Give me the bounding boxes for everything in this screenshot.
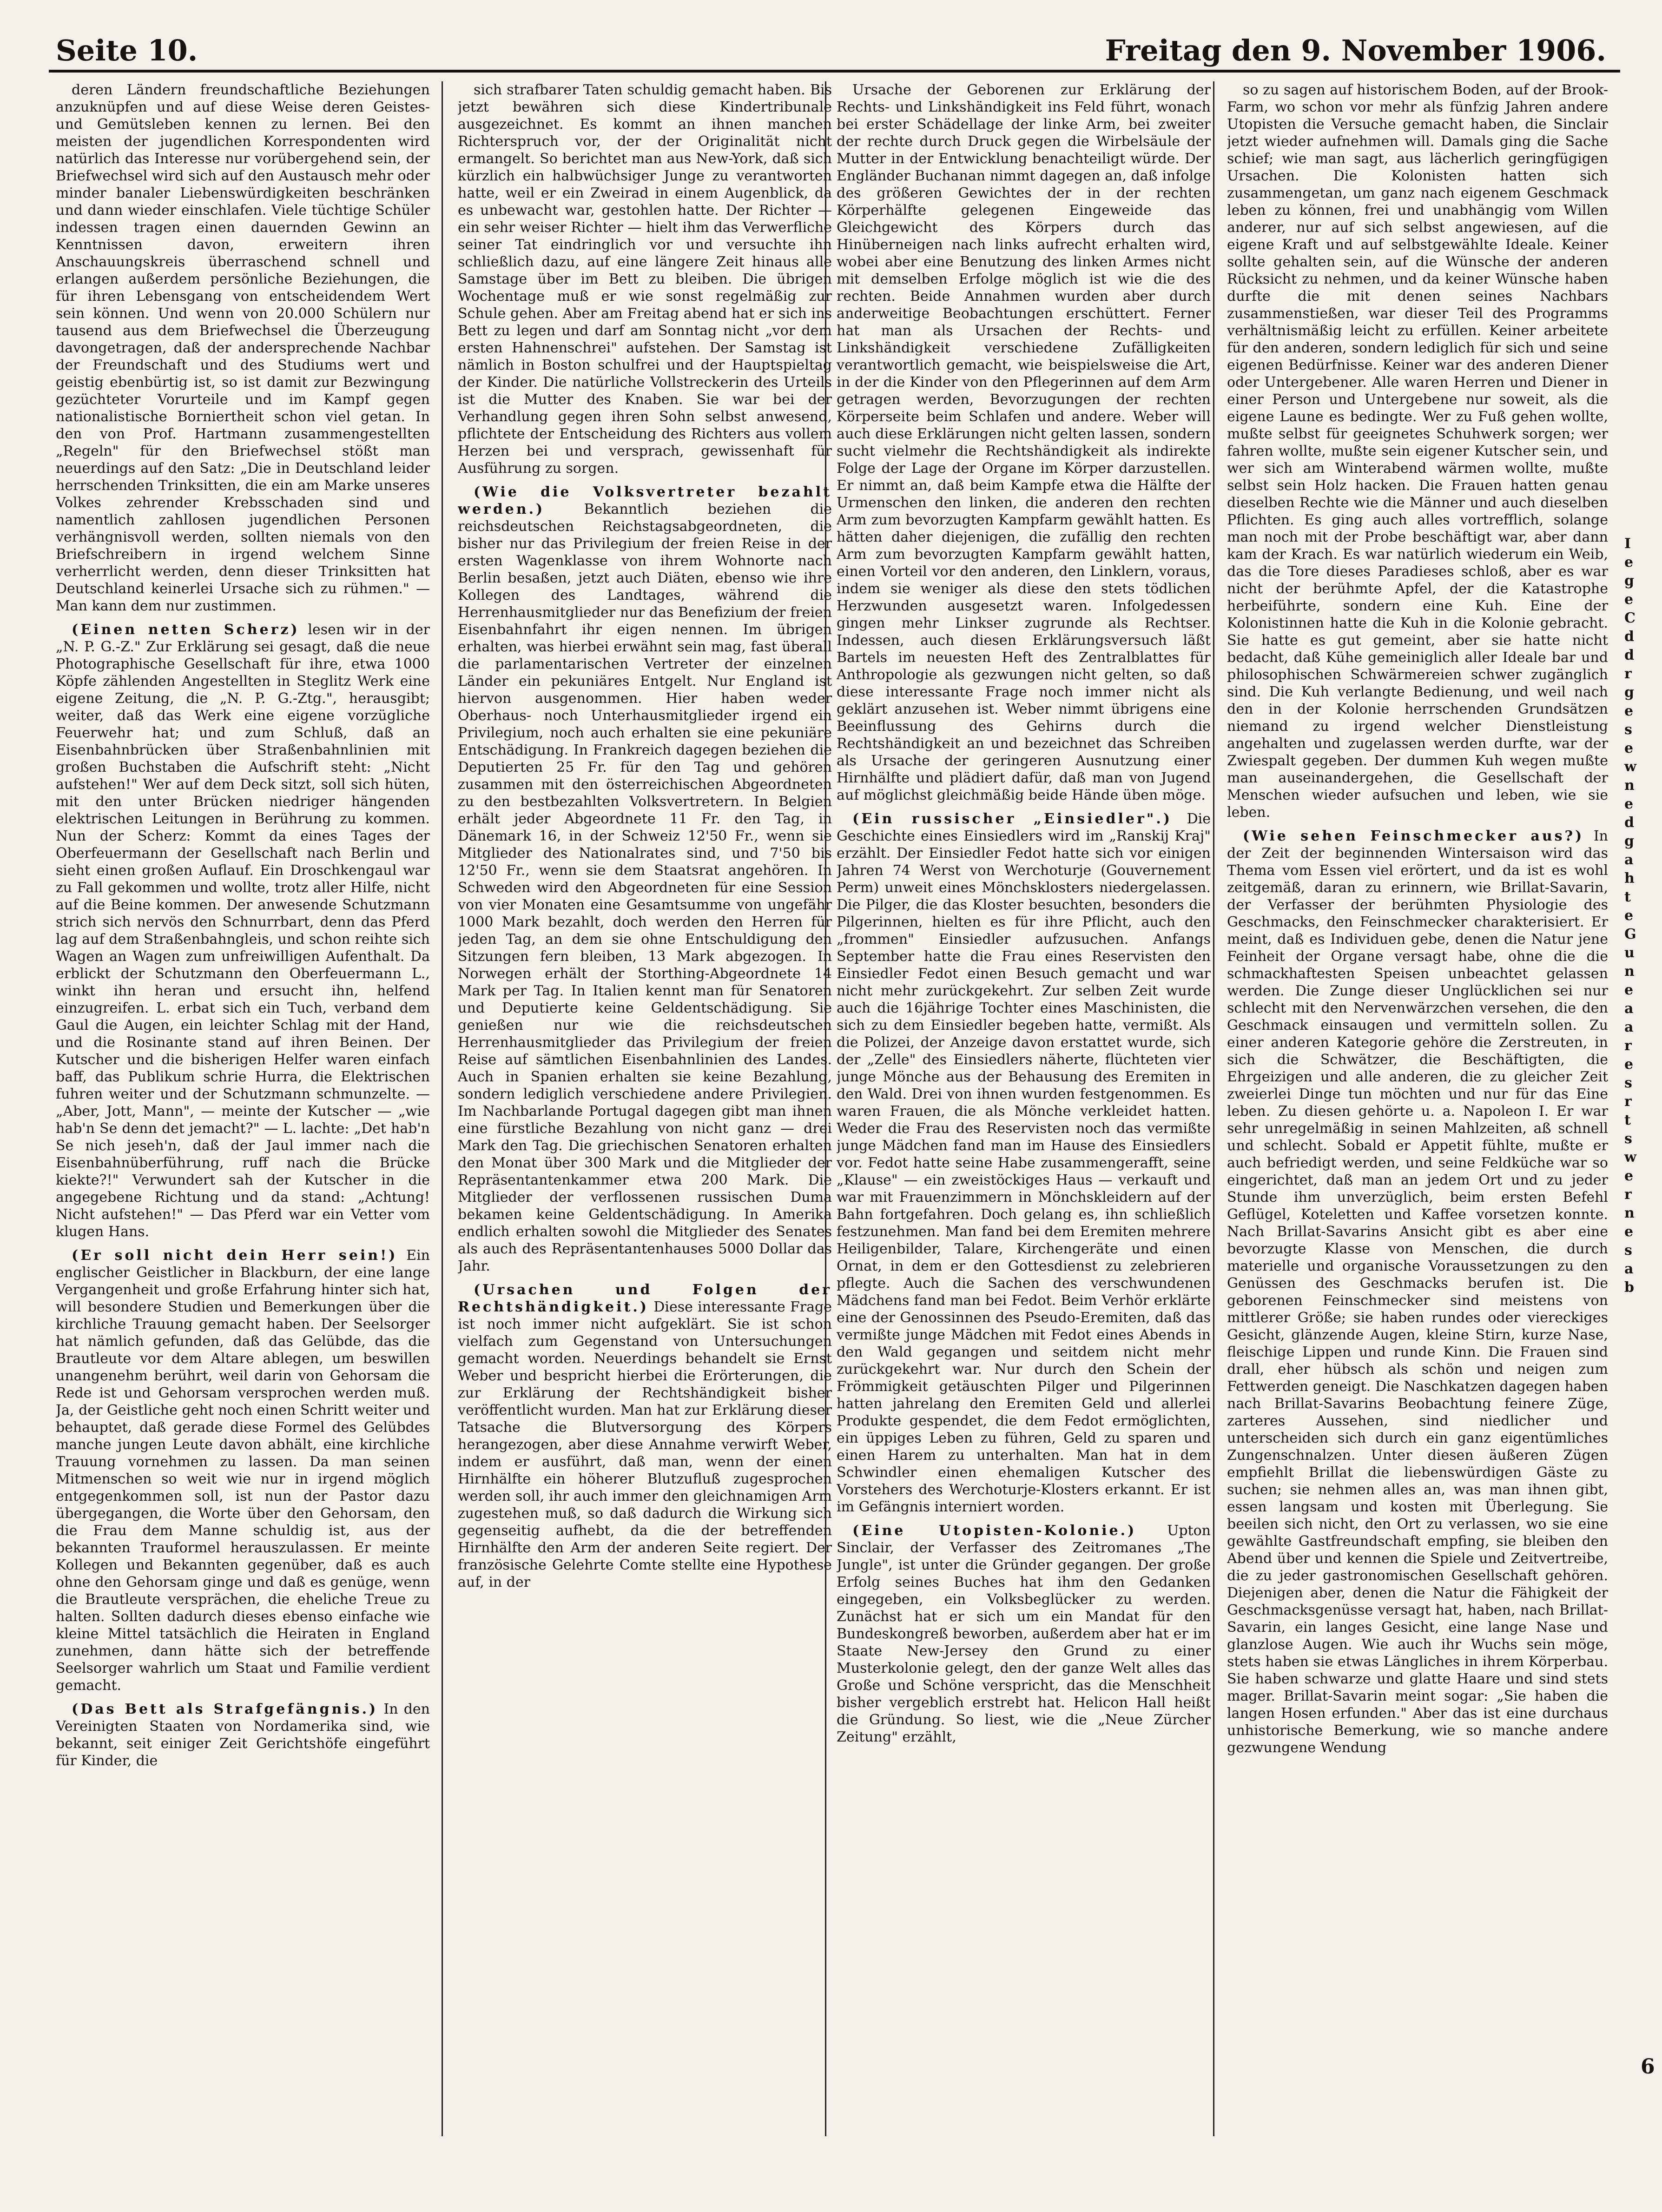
edge-letter: e xyxy=(1624,703,1634,719)
column-4 xyxy=(1227,81,1608,2136)
edge-letter: g xyxy=(1624,833,1634,849)
edge-letter: n xyxy=(1624,1205,1635,1221)
article-paragraph xyxy=(837,81,1211,804)
article-paragraph xyxy=(458,483,832,1275)
article-heading: (Das Bett als Strafgefängnis.) xyxy=(72,1701,378,1717)
article-text: lesen wir in der „N. P. G.-Z." Zur Erklärung sei gesagt, daß die neue Photographische Gesellschaft für ihre, etwa 1000 Köpfe zählenden Angestellten in Steglitz Werk eine eigene Zeitung, die „N. P. G.-Ztg.", herausgibt; weiter, daß das Werk eine eigene vorzügliche Feuerwehr hat; und zum Schluß, daß an Eisenbahnbrücken über Straßenbahnlinien mit großen Buchstaben die Aufschrift steht: „Nicht aufstehen!" Wer auf dem Deck sitzt, soll sich hüten, mit den unter Brücken niedriger hängenden elektrischen Leitungen in Berührung zu kommen. Nun der Scherz: Kommt da eines Tages der Oberfeuermann der Gesellschaft nach Berlin und sieht einen großen Auflauf. Ein Droschkengaul war zu Fall gekommen und wollte, trotz aller Hilfe, nicht auf die Beine kommen. Der anwesende Schutzmann strich sich nervös den Schnurrbart, denn das Pferd lag auf dem Straßenbahngleis, und schon reihte sich Wagen an Wagen zum unfreiwilligen Aufenthalt. Da erblickt der Schutzmann den Oberfeuermann L., winkt ihn heran und ersucht ihn, helfend einzugreifen. L. erbat sich ein Tuch, verband dem Gaul die Augen, ein leichter Schlag mit der Hand, und die Rosinante stand auf ihren Beinen. Der Kutscher und die bisherigen Helfer waren einfach baff, das Publikum schrie Hurra, die Elektrischen fuhren weiter und der Schutzmann schmunzelte. — „Aber, Jott, Mann", — meinte der Kutscher — „wie hab'n Se denn det jemacht?" — L. lachte: „Det hab'n Se nich jeseh'n, daß der Jaul immer nach die Eisenbahnüberführung, ruff nach die Brücke kiekte?!" Verwundert sah der Kutscher in die angegebene Richtung und da stand: „Achtung! Nicht aufstehen!" — Das Pferd war ein Vetter vom klugen Hans. xyxy=(56,622,430,1240)
article-heading: (Eine Utopisten-Kolonie.) xyxy=(852,1523,1137,1539)
edge-letter: d xyxy=(1624,629,1634,645)
edge-letter: s xyxy=(1624,1242,1632,1258)
article-paragraph xyxy=(837,810,1211,1516)
article-paragraph xyxy=(1227,81,1608,821)
edge-letter: s xyxy=(1624,1075,1632,1091)
edge-letter: e xyxy=(1624,1056,1634,1073)
edge-letter: e xyxy=(1624,982,1634,998)
edge-letter: n xyxy=(1624,777,1635,794)
article-heading: (Einen netten Scherz) xyxy=(72,622,300,638)
edge-letter: w xyxy=(1624,1149,1636,1166)
edge-letter: C xyxy=(1624,610,1636,626)
article-text: In der Zeit der beginnenden Wintersaison wird das Thema vom Essen viel erörtert, und da ist es wohl zeitgemäß, daran zu erinnern, wie Brillat-Savarin, der Verfasser der berühmten Physiologie des Geschmacks, den Feinschmecker charakterisiert. Er meint, daß es Individuen gebe, denen die Natur jene Feinheit der Organe versagt habe, ohne die die schmackhaftesten Speisen unbeachtet gelassen werden. Die Zunge dieser Unglücklichen sei nur schlecht mit den Nervenwärzchen versehen, die den Geschmack einsaugen und vermitteln sollen. Zu einer anderen Kategorie gehöre die Zerstreuten, in sich die Schwätzer, die Beschäftigten, die Ehrgeizigen und alle anderen, die zu gleicher Zeit zweierlei Dinge tun möchten und nur für das Eine leben. Zu diesen gehörte u. a. Napoleon I. Er war sehr unregelmäßig in seinen Mahlzeiten, aß schnell und schlecht. Sobald er Appetit fühlte, mußte er auch befriedigt werden, und seine Feldküche war so eingerichtet, daß man an jedem Ort und zu jeder Stunde ihm unverzüglich, beim ersten Befehl Geflügel, Koteletten und Kaffee vorsetzen konnte. Nach Brillat-Savarins Ansicht gibt es aber eine bevorzugte Klasse von Menschen, die durch materielle und organische Voraussetzungen zu den Genüssen des Geschmacks berufen ist. Die geborenen Feinschmecker sind meistens von mittlerer Größe; sie haben rundes oder viereckiges Gesicht, glänzende Augen, kleine Stirn, kurze Nase, fleischige Lippen und runde Kinn. Die Frauen sind drall, eher hübsch als schön und neigen zum Fettwerden geneigt. Die Naschkatzen dagegen haben nach Brillat-Savarins Beobachtung feinere Züge, zarteres Aussehen, sind niedlicher und unterscheiden sich durch ein ganz eigentümliches Zungenschnalzen. Unter diesen äußeren Zügen empfiehlt Brillat die liebenswürdigen Gäste zu suchen; sie nehmen alles an, was man ihnen gibt, essen langsam und kosten mit Überlegung. Sie beeilen sich nicht, den Ort zu verlassen, wo sie eine gewählte Gastfreundschaft empfing, sie bleiben den Abend über und kennen die Spiele und Zeitvertreibe, die zu jeder gastronomischen Gesellschaft gehören. Diejenigen aber, denen die Natur die Fähigkeit der Geschmacksgenüsse versagt hat, haben, nach Brillat-Savarin, ein langes Gesicht, eine lange Nase und glanzlose Augen. Wie auch ihr Wuchs sein möge, stets haben sie etwas Längliches in ihrem Körperbau. Sie haben schwarze und glatte Haare und sind stets mager. Brillat-Savarin meint sogar: „Sie haben die langen Hosen erfunden." Aber das ist eine durchaus unhistorische Bemerkung, wie so manche andere gezwungene Wendung xyxy=(1227,828,1608,1756)
edge-letter: n xyxy=(1624,963,1635,980)
edge-letter: e xyxy=(1624,796,1634,812)
article-paragraph xyxy=(837,1522,1211,1746)
article-paragraph xyxy=(1227,828,1608,1756)
article-text: Bekanntlich beziehen die reichsdeutschen Reichstagsabgeordneten, die bisher nur das Privilegium der freien Reise in der ersten Wagenklasse von ihrem Wohnorte nach Berlin besaßen, jetzt auch Diäten, ebenso wie ihre Kollegen des Landtages, während die Herrenhausmitglieder nur das Benefizium der freien Eisenbahnfahrt ihr eigen nennen. Im übrigen erhalten, was hierbei erwähnt sein mag, fast überall die parlamentarischen Vertreter der einzelnen Länder ein pekuniäres Entgelt. Nur England ist hiervon ausgenommen. Hier haben weder Oberhaus- noch Unterhausmitglieder irgend ein Privilegium, noch auch erhalten sie eine pekuniäre Entschädigung. In Frankreich dagegen beziehen die Deputierten 25 Fr. für den Tag und gehören zusammen mit den österreichischen Abgeordneten zu den bestbezahlten Volksvertretern. In Belgien erhält jeder Abgeordnete 11 Fr. den Tag, in Dänemark 16, in der Schweiz 12'50 Fr., wenn sie Mitglieder des Nationalrates sind, und 7'50 bis 12'50 Fr., wenn sie dem Staatsrat angehören. In Schweden wird den Abgeordneten für eine Session von vier Monaten eine Gesamtsumme von ungefähr 1000 Mark bezahlt, doch werden den Herren für jeden Tag, an dem sie ohne Entschuldigung den Sitzungen fern bleiben, 13 Mark abgezogen. In Norwegen erhält der Storthing-Abgeordnete 14 Mark per Tag. In Italien kennt man für Senatoren und Deputierte keine Geldentschädigung. Sie genießen nur wie die reichsdeutschen Herrenhausmitglieder das Privilegium der freien Reise auf sämtlichen Eisenbahnlinien des Landes. Auch in Spanien erhalten sie keine Bezahlung, sondern lediglich verschiedene andere Privilegien. Im Nachbarlande Portugal dagegen gibt man ihnen eine fürstliche Bezahlung von nicht ganz — drei Mark den Tag. Die griechischen Senatoren erhalten den Monat über 300 Mark und die Mitglieder der Repräsentantenkammer etwa 200 Mark. Die Mitglieder der verflossenen russischen Duma bekamen keine Geldentschädigung. In Amerika endlich erhalten sowohl die Mitglieder des Senates als auch des Repräsentantenhauses 5000 Dollar das Jahr. xyxy=(458,501,832,1274)
edge-letter: b xyxy=(1624,1279,1634,1296)
edge-letter: g xyxy=(1624,684,1634,701)
article-heading: (Ein russischer „Einsiedler".) xyxy=(852,811,1173,827)
edge-letter: e xyxy=(1624,740,1634,756)
edge-letter: s xyxy=(1624,1131,1632,1147)
edge-letter: d xyxy=(1624,647,1634,663)
edge-letter: r xyxy=(1624,1093,1632,1110)
header-rule xyxy=(49,70,1620,73)
column-3 xyxy=(837,81,1211,2136)
edge-letter: a xyxy=(1624,1000,1634,1017)
article-heading: (Er soll nicht dein Herr sein!) xyxy=(72,1247,398,1264)
article-text: sich strafbarer Taten schuldig gemacht haben. Bis jetzt bewähren sich diese Kindertribunale ausgezeichnet. Es kommt an ihnen manchen Richterspruch vor, der der Originalität nicht ermangelt. So berichtet man aus New-York, daß sich kürzlich ein halbwüchsiger Junge zu verantworten hatte, weil er ein Zweirad in einem Augenblick, da es unbewacht war, gestohlen hatte. Der Richter — ein sehr weiser Richter — hielt ihm das Verwerfliche seiner Tat eindringlich vor und versuchte ihn schließlich dazu, auf eine längere Zeit hinaus alle Samstage über im Bett zu bleiben. Die übrigen Wochentage muß er wie sonst regelmäßig zur Schule gehen. Aber am Freitag abend hat er sich ins Bett zu legen und darf am Sonntag nicht „vor dem ersten Hahnenschrei" aufstehen. Der Samstag ist nämlich in Boston schulfrei und der Hauptspieltag der Kinder. Die natürliche Vollstreckerin des Urteils ist die Mutter des Knaben. Sie war bei der Verhandlung gegen ihren Sohn selbst anwesend, pflichtete der Entscheidung des Richters aus vollem Herzen bei und versprach, gewissenhaft für Ausführung zu sorgen. xyxy=(458,82,832,477)
edge-letter: w xyxy=(1624,759,1636,775)
adjacent-page-edge xyxy=(1624,535,1652,1743)
edge-letter: s xyxy=(1624,722,1632,738)
edge-letter: r xyxy=(1624,1038,1632,1054)
article-text: Ursache der Geborenen zur Erklärung der Rechts- und Linkshändigkeit ins Feld führt, wonach bei erster Schädellage der linke Arm, bei zweiter der rechte durch Druck gegen die Wirbelsäule der Mutter in der Entwicklung benachteiligt würde. Der Engländer Buchanan nimmt dagegen an, daß infolge des größeren Gewichtes der in der rechten Körperhälfte gelegenen Eingeweide das Gleichgewicht des Körpers durch das Hinüberneigen nach links aufrecht erhalten wird, wobei aber eine Benutzung des linken Armes nicht mit demselben Erfolge möglich ist wie die des rechten. Beide Annahmen wurden aber durch anderweitige Beobachtungen erschüttert. Ferner hat man als Ursachen der Rechts- und Linkshändigkeit verschiedene Zufälligkeiten verantwortlich gemacht, wie beispielsweise die Art, in der die Kinder von den Pflegerinnen auf dem Arm getragen werden, Bevorzugungen der rechten Körperseite beim Schlafen und andere. Weber will auch diese Erklärungen nicht gelten lassen, sondern sucht vielmehr die Rechtshändigkeit als indirekte Folge der Lage der Organe im Körper darzustellen. Er nimmt an, daß beim Kampfe etwa die Hälfte der Urmenschen den linken, die anderen den rechten Arm zum bevorzugten Kampfarm gewählt hatten. Es hätten daher diejenigen, die zufällig den rechten Arm zum bevorzugten Kampfarm gewählt hatten, einen Vorteil vor den anderen, den Linklern, voraus, indem sie weniger als diese den stets tödlichen Herzwunden ausgesetzt waren. Infolgedessen gingen mehr Linkser zugrunde als Rechtser. Indessen, auch diesen Erklärungsversuch läßt Bartels im neuesten Heft des Zentralblattes für Anthropologie als gezwungen nicht gelten, so daß diese interessante Frage noch immer nicht als geklärt anzusehen ist. Weber nimmt übrigens eine Beeinflussung des Gehirns durch die Rechtshändigkeit an und bezeichnet das Schreiben als Ursache der geringeren Ausnutzung einer Hirnhälfte und plädiert dafür, daß man von Jugend auf möglichst gleichmäßig beide Hände üben möge. xyxy=(837,82,1211,803)
edge-letter: I xyxy=(1624,536,1631,552)
edge-letter: r xyxy=(1624,666,1632,682)
edge-letter: e xyxy=(1624,1224,1634,1240)
column-divider xyxy=(442,81,443,2136)
column-1 xyxy=(56,81,430,2136)
edge-letter: a xyxy=(1624,1019,1634,1035)
edge-letter: G xyxy=(1624,926,1636,942)
edge-letter: r xyxy=(1624,1186,1632,1203)
article-text: Die Geschichte eines Einsiedlers wird im „Ranskij Kraj" erzählt. Der Einsiedler Fedot hatte sich vor einigen Jahren 74 Werst von Werchoturje (Gouvernement Perm) unweit eines Mönchsklosters niedergelassen. Die Pilger, die das Kloster besuchten, besonders die Pilgerinnen, hielten es für ihre Pflicht, auch den „frommen" Einsiedler aufzusuchen. Anfangs September hatte die Frau eines Reservisten den Einsiedler Fedot einen Besuch gemacht und war nicht mehr zurückgekehrt. Zur selben Zeit wurde auch die 16jährige Tochter eines Maschinisten, die sich zu dem Einsiedler begeben hatte, vermißt. Als die Polizei, der Anzeige davon erstattet wurde, sich der „Zelle" des Einsiedlers näherte, flüchteten vier junge Mönche aus der Behausung des Eremiten in den Wald. Drei von ihnen wurden festgenommen. Es waren Frauen, die als Mönche verkleidet hatten. Weder die Frau des Reservisten noch das vermißte junge Mädchen fand man im Hause des Einsiedlers vor. Fedot hatte seine Habe zusammengerafft, seine „Klause" — ein zweistöckiges Haus — verkauft und war mit Frauenzimmern in Mönchskleidern auf der Bahn fortgefahren. Doch gelang es, ihn schließlich festzunehmen. Man fand bei dem Eremiten mehrere Heiligenbilder, Talare, Kirchengeräte und einen Ornat, in dem er den Gottesdienst zu zelebrieren pflegte. Auch die Sachen des verschwundenen Mädchens fand man bei Fedot. Beim Verhör erklärte eine der Genossinnen des Pseudo-Eremiten, daß das vermißte junge Mädchen mit Fedot eines Abends in den Wald gegangen und seitdem nicht mehr zurückgekehrt war. Nur durch den Schein der Frömmigkeit getäuschten Pilger und Pilgerinnen hatten jahrelang den Eremiten Geld und allerlei Produkte gespendet, die dem Fedot ermöglichten, ein üppiges Leben zu führen, Geld zu sparen und einen Harem zu unterhalten. Man hat in dem Schwindler einen ehemaligen Kutscher des Vorstehers des Werchoturje-Klosters erkannt. Er ist im Gefängnis interniert worden. xyxy=(837,811,1211,1515)
article-heading: (Wie sehen Feinschmecker aus?) xyxy=(1243,828,1584,844)
edge-letter: g xyxy=(1624,573,1634,589)
article-text: Diese interessante Frage ist noch immer nicht aufgeklärt. Sie ist schon vielfach zum Gegenstand von Untersuchungen gemacht worden. Neuerdings behandelt sie Ernst Weber und bespricht hierbei die Erörterungen, die zur Erklärung der Rechtshändigkeit bisher veröffentlicht wurden. Man hat zur Erklärung dieser Tatsache die Blutversorgung des Körpers herangezogen, aber diese Annahme verwirft Weber, indem er ausführt, daß man, wenn der einen Hirnhälfte ein höherer Blutzufluß zugesprochen werden soll, ihr auch immer den gleichnamigen Arm zugestehen muß, so daß dadurch die Wirkung sich gegenseitig aufhebt, da die der betreffenden Hirnhälfte den Arm der anderen Seite regiert. Der französische Gelehrte Comte stellte eine Hypothese auf, in der xyxy=(458,1299,832,1590)
corner-mark: 6 xyxy=(1641,2055,1655,2079)
edge-letter: e xyxy=(1624,554,1634,570)
article-paragraph xyxy=(458,1281,832,1591)
edge-letter: e xyxy=(1624,907,1634,924)
article-paragraph xyxy=(56,621,430,1240)
edge-letter: h xyxy=(1624,870,1635,887)
edge-letter: t xyxy=(1624,1112,1631,1128)
column-divider xyxy=(1213,81,1214,2136)
article-text: so zu sagen auf historischem Boden, auf der Brook-Farm, wo schon vor mehr als fünfzig Jahren andere Utopisten die Versuche gemacht haben, die Sinclair jetzt wieder aufnehmen will. Damals ging die Sache schief; wie man sagt, aus lächerlich geringfügigen Ursachen. Die Kolonisten hatten sich zusammengetan, um ganz nach eigenem Geschmack leben zu können, frei und unabhängig vom Willen anderer, nur auf sich selbst angewiesen, auf die eigene Kraft und auf selbstgewählte Ideale. Keiner sollte gehalten sein, auf die Wünsche der anderen Rücksicht zu nehmen, und da keiner Wünsche haben durfte die mit denen seines Nachbars zusammenstießen, war dieser Teil des Programms verhältnismäßig leicht zu erfüllen. Keiner arbeitete für den anderen, sondern lediglich für sich und seine eigenen Bedürfnisse. Keiner war des anderen Diener oder Untergebener. Alle waren Herren und Diener in einer Person und Untergebene nur soweit, als die eigene Laune es bedingte. Wer zu Fuß gehen wollte, mußte selbst für geeignetes Schuhwerk sorgen; wer fahren wollte, mußte sein eigener Kutscher sein, und wer sich am Winterabend wärmen wollte, mußte selbst sein Holz hacken. Die Frauen hatten genau dieselben Rechte wie die Männer und auch dieselben Pflichten. Es ging auch alles vortrefflich, solange man noch mit der Probe beschäftigt war, aber dann kam der Krach. Es war natürlich wiederum ein Weib, das die Tore dieses Paradieses schloß, aber es war nicht der berühmte Apfel, der die Katastrophe herbeiführte, sondern eine Kuh. Eine der Kolonistinnen hatte die Kuh in die Kolonie gebracht. Sie hatte es gut gemeint, aber sie hatte nicht bedacht, daß Kühe gemeiniglich aller Ideale bar und philosophischen Schwärmereien schwer zugänglich sind. Die Kuh verlangte Bedienung, und weil nach den in der Kolonie herrschenden Grundsätzen niemand zu irgend welcher Dienstleistung angehalten und zugelassen werden durfte, war der Zwiespalt gegeben. Der dummen Kuh wegen mußte man auseinandergehen, die Gesellschaft der Menschen wieder aufsuchen und leben, wie sie leben. xyxy=(1227,82,1608,821)
edge-letter: e xyxy=(1624,591,1634,608)
issue-date: Freitag den 9. November 1906. xyxy=(1105,33,1606,67)
article-text: deren Ländern freundschaftliche Beziehungen anzuknüpfen und auf diese Weise deren Geistes- und Gemütsleben kennen zu lernen. Bei den meisten der jugendlichen Korrespondenten wird natürlich das Interesse nur vorübergehend sein, der Briefwechsel wird sich auf den Austausch mehr oder minder banaler Liebenswürdigkeiten beschränken und dann wieder einschlafen. Viele tüchtige Schüler indessen tragen einen dauernden Gewinn an Kenntnissen davon, erweitern ihren Anschauungskreis überraschend schnell und erlangen außerdem persönliche Beziehungen, die für ihren Lebensgang von entscheidendem Wert sein können. Und wenn von 20.000 Schülern nur tausend aus dem Briefwechsel die Überzeugung davongetragen, daß der andersprechende Nachbar der Freundschaft und des Studiums wert und geistig ebenbürtig ist, so ist damit zur Bezwingung gezüchteter Vorurteile und im Kampf gegen nationalistische Borniertheit schon viel getan. In den von Prof. Hartmann zusammengestellten „Regeln" für den Briefwechsel stößt man neuerdings auf den Satz: „Die in Deutschland leider herrschenden Trinksitten, die ein am Marke unseres Volkes zehrender Krebsschaden sind und namentlich zahllosen jugendlichen Personen verhängnisvoll werden, sollten niemals von den Briefschreibern in irgend welchem Sinne verherrlicht werden, denn dieser Trinksitten hat Deutschland keinerlei Ursache sich zu rühmen." — Man kann dem nur zustimmen. xyxy=(56,82,430,614)
article-heading: (Wie die Volksvertreter bezahlt werden.) xyxy=(458,484,832,517)
edge-letter: e xyxy=(1624,1168,1634,1184)
article-paragraph xyxy=(458,81,832,477)
edge-letter: t xyxy=(1624,889,1631,905)
article-heading: (Ursachen und Folgen der Rechtshändigkeit.) xyxy=(458,1282,832,1315)
page-header xyxy=(56,28,1606,70)
article-text: In den Vereinigten Staaten von Nordamerika sind, wie bekannt, seit einiger Zeit Gerichtshöfe eingeführt für Kinder, die xyxy=(56,1701,430,1769)
edge-letter: a xyxy=(1624,1261,1634,1277)
article-text: Ein englischer Geistlicher in Blackburn, der eine lange Vergangenheit und große Erfahrung hinter sich hat, will besondere Studien und Bemerkungen über die kirchliche Trauung gemacht haben. Der Seelsorger hat nämlich gefunden, daß das Gelübde, das die Brautleute vor dem Altare ablegen, um beswillen unangenehm berührt, weil darin von Gehorsam die Rede ist und Gehorsam versprochen werden muß. Ja, der Geistliche geht noch einen Schritt weiter und behauptet, daß gerade diese Formel des Gelübdes manche jungen Leute davon abhält, eine kirchliche Trauung vornehmen zu lassen. Da man seinen Mitmenschen so weit wie nur in irgend möglich entgegenkommen soll, ist nun der Pastor dazu übergegangen, die Worte über den Gehorsam, den die Frau dem Manne schuldig ist, aus der bekannten Trauformel herauszulassen. Er meinte Kollegen und Bekannten gegenüber, daß es auch ohne den Gehorsam ginge und daß es genüge, wenn die Brautleute versprächen, die eheliche Treue zu halten. Sollten dadurch dieses ebenso einfache wie kleine Mittel tatsächlich die Heiraten in England zunehmen, dann hätte sich der betreffende Seelsorger wahrlich um Staat und Familie verdient gemacht. xyxy=(56,1247,430,1694)
article-paragraph xyxy=(56,81,430,615)
edge-letter: d xyxy=(1624,815,1634,831)
article-paragraph xyxy=(56,1247,430,1694)
article-text: Upton Sinclair, der Verfasser des Zeitromanes „The Jungle", ist unter die Gründer gegangen. Der große Erfolg seines Buches hat ihm den Gedanken eingegeben, ein Volksbeglücker zu werden. Zunächst hat er sich um ein Mandat für den Bundeskongreß beworben, außerdem aber hat er im Staate New-Jersey den Grund zu einer Musterkolonie gelegt, den der ganze Welt alles das Große und Schöne verspricht, das die Menschheit bisher vergeblich erstrebt hat. Helicon Hall heißt die Gründung. So liest, wie die „Neue Zürcher Zeitung" erzählt, xyxy=(837,1523,1211,1745)
edge-letter: u xyxy=(1624,945,1635,961)
page-number: Seite 10. xyxy=(56,33,198,67)
column-2 xyxy=(458,81,832,2136)
edge-letter: a xyxy=(1624,852,1634,868)
article-paragraph xyxy=(56,1701,430,1769)
